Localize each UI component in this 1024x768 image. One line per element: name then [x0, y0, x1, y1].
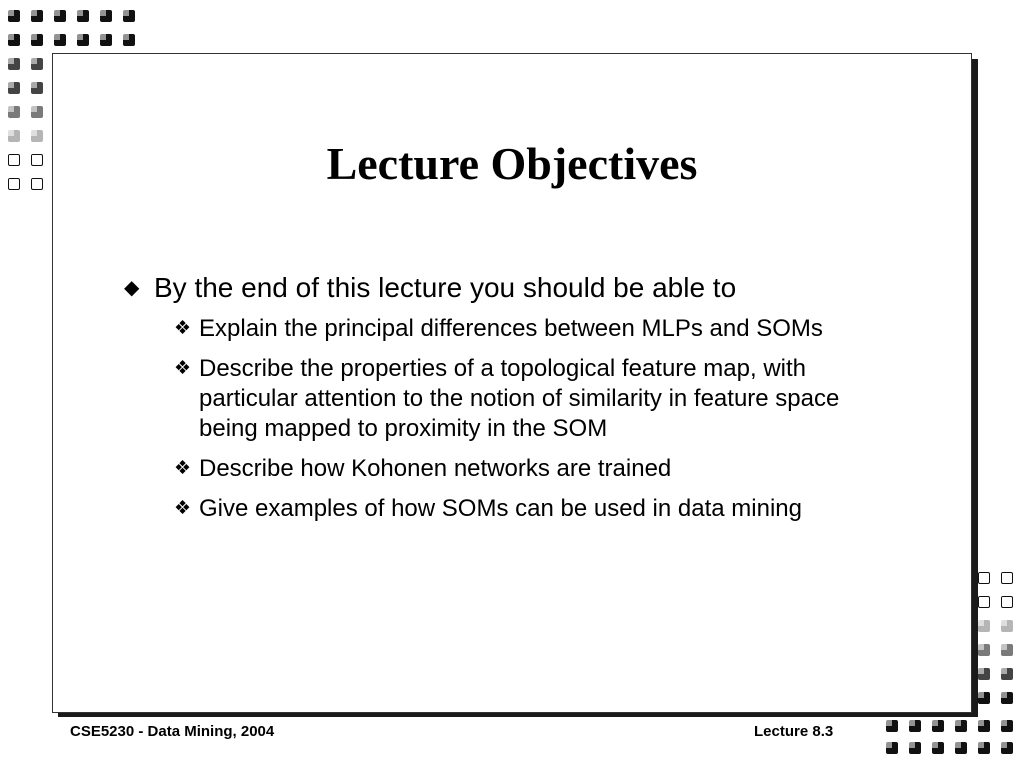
pattern-square — [978, 596, 990, 608]
pattern-square — [8, 130, 20, 142]
pattern-square — [31, 34, 43, 46]
pattern-square — [978, 572, 990, 584]
pattern-square — [932, 742, 944, 754]
pattern-square — [978, 644, 990, 656]
pattern-square — [932, 720, 944, 732]
pattern-square — [955, 742, 967, 754]
four-diamond-bullet-icon: ❖ — [174, 458, 192, 479]
list-item — [174, 314, 880, 344]
pattern-square — [978, 720, 990, 732]
list-item — [174, 454, 880, 484]
pattern-square — [123, 34, 135, 46]
pattern-square — [978, 620, 990, 632]
pattern-square — [77, 34, 89, 46]
objective-text: Describe how Kohonen networks are trained — [199, 455, 672, 482]
four-diamond-bullet-icon: ❖ — [174, 498, 192, 519]
pattern-square — [31, 130, 43, 142]
pattern-square — [8, 178, 20, 190]
pattern-square — [1001, 668, 1013, 680]
list-item — [174, 494, 880, 524]
pattern-square — [978, 742, 990, 754]
slide-title: Lecture Objectives — [326, 138, 698, 189]
pattern-square — [123, 10, 135, 22]
main-bullet-point — [120, 270, 880, 306]
pattern-square — [31, 178, 43, 190]
pattern-square — [31, 106, 43, 118]
pattern-square — [8, 34, 20, 46]
pattern-square — [77, 10, 89, 22]
pattern-square — [31, 58, 43, 70]
objective-text: Give examples of how SOMs can be used in data mining — [199, 495, 802, 522]
pattern-square — [978, 668, 990, 680]
diamond-bullet-icon: ◆ — [124, 277, 140, 299]
pattern-square — [100, 10, 112, 22]
pattern-square — [1001, 720, 1013, 732]
list-item — [174, 354, 880, 444]
pattern-square — [1001, 596, 1013, 608]
pattern-square — [54, 34, 66, 46]
main-bullet-text: By the end of this lecture you should be able to — [154, 272, 737, 303]
pattern-square — [100, 34, 112, 46]
pattern-square — [909, 742, 921, 754]
pattern-square — [1001, 644, 1013, 656]
footer-course: CSE5230 - Data Mining, 2004 — [70, 723, 275, 740]
pattern-square — [8, 106, 20, 118]
pattern-square — [909, 720, 921, 732]
objectives-list — [174, 314, 880, 524]
pattern-square — [31, 154, 43, 166]
pattern-square — [978, 692, 990, 704]
pattern-square — [1001, 692, 1013, 704]
objective-text: Describe the properties of a topological feature map, with particular attention to the notion of similarity in feature space being mapped to proximity in the SOM — [199, 355, 840, 442]
pattern-square — [31, 82, 43, 94]
pattern-square — [54, 10, 66, 22]
pattern-square — [8, 58, 20, 70]
four-diamond-bullet-icon: ❖ — [174, 358, 192, 379]
four-diamond-bullet-icon: ❖ — [174, 318, 192, 339]
pattern-square — [1001, 572, 1013, 584]
objective-text: Explain the principal differences between MLPs and SOMs — [199, 315, 823, 342]
pattern-square — [886, 720, 898, 732]
pattern-square — [886, 742, 898, 754]
pattern-square — [8, 10, 20, 22]
pattern-square — [1001, 620, 1013, 632]
pattern-square — [8, 82, 20, 94]
pattern-square — [955, 720, 967, 732]
footer-lecture-number: Lecture 8.3 — [754, 723, 834, 740]
pattern-square — [31, 10, 43, 22]
slide-content — [120, 270, 880, 534]
pattern-square — [8, 154, 20, 166]
pattern-square — [1001, 742, 1013, 754]
